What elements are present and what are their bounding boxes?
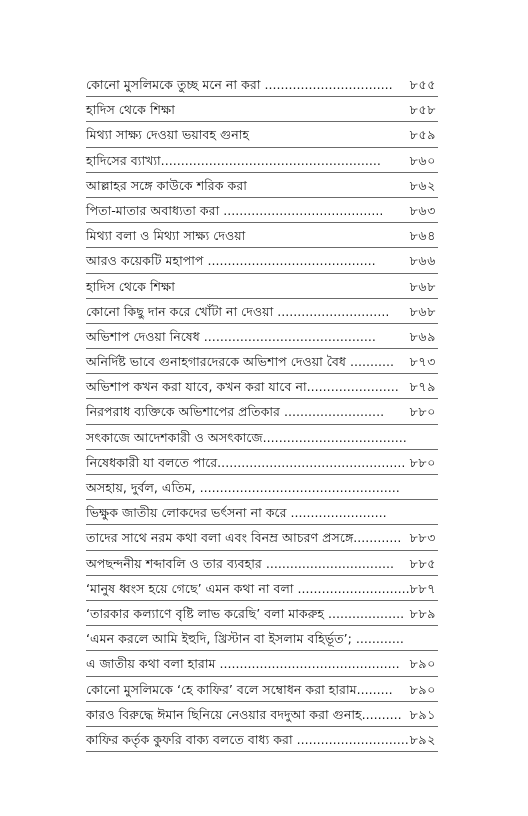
toc-row bbox=[86, 299, 438, 324]
toc-row bbox=[86, 248, 438, 273]
toc-entry-page: ৮৬৮ bbox=[409, 278, 436, 294]
toc-row bbox=[86, 475, 438, 500]
toc-entry-title: আরও কয়েকটি মহাপাপ .......................................... bbox=[86, 253, 376, 269]
toc-entry-title: ভিক্ষুক জাতীয় লোকদের ভর্ৎসনা না করে ........................ bbox=[86, 505, 387, 521]
toc-entry-title: ‘এমন করলে আমি ইহুদি, খ্রিস্টান বা ইসলাম বহির্ভূত’; ............ bbox=[86, 631, 404, 647]
toc-entry-title: তাদের সাথে নরম কথা বলা এবং বিনম্র আচরণ প্রসঙ্গে............ bbox=[86, 530, 402, 546]
toc-row bbox=[86, 576, 438, 601]
toc-entry-page: ৮৯২ bbox=[409, 731, 436, 747]
toc-entry-title: ‘মানুষ ধ্বংস হয়ে গেছে’ এমন কথা না বলা ............................ bbox=[86, 580, 410, 596]
toc-entry-title: অভিশাপ কখন করা যাবে, কখন করা যাবে না....................... bbox=[86, 379, 399, 395]
toc-entry-title: হাদিসের ব্যাখ্যা....................................................... bbox=[86, 152, 381, 168]
toc-row bbox=[86, 727, 438, 752]
toc-entry-title: পিতা-মাতার অবাধ্যতা করা ........................................ bbox=[86, 202, 384, 218]
toc-entry-page: ৮৯০ bbox=[409, 656, 436, 672]
toc-entry-page: ৮৫৯ bbox=[409, 127, 436, 143]
toc-entry-page: ৮৫৮ bbox=[409, 102, 436, 118]
toc-row bbox=[86, 702, 438, 727]
toc-entry-page: ৮৬২ bbox=[409, 177, 436, 193]
toc-entry-page: ৮৬৮ bbox=[409, 303, 436, 319]
toc-entry-page: ৮৭৯ bbox=[409, 379, 436, 395]
toc-row bbox=[86, 525, 438, 550]
toc-entry-page: ৮৯০ bbox=[409, 681, 436, 697]
toc-row bbox=[86, 677, 438, 702]
toc-row bbox=[86, 626, 438, 651]
toc-entry-page: ৮৮০ bbox=[409, 454, 436, 470]
toc-entry-title: হাদিস থেকে শিক্ষা bbox=[86, 102, 175, 118]
toc-entry-title: কাফির কর্তৃক কুফরি বাক্য বলতে বাধ্য করা ............................ bbox=[86, 731, 409, 747]
toc-entry-title: কারও বিরুদ্ধে ঈমান ছিনিয়ে নেওয়ার বদদুআ করা গুনাহ.......... bbox=[86, 706, 402, 722]
toc-row bbox=[86, 651, 438, 676]
toc-entry-page: ৮৮৫ bbox=[409, 555, 436, 571]
toc-row bbox=[86, 122, 438, 147]
toc-entry-title: অভিশাপ দেওয়া নিষেধ ........................................... bbox=[86, 328, 376, 344]
toc-entry-page: ৮৯১ bbox=[409, 706, 436, 722]
toc-row bbox=[86, 198, 438, 223]
toc-entry-title: নিরপরাধ ব্যক্তিকে অভিশাপের প্রতিকার ......................... bbox=[86, 404, 385, 420]
toc-entry-title: নিষেধকারী যা বলতে পারে............................................... bbox=[86, 454, 406, 470]
toc-entry-title: আল্লাহর সঙ্গে কাউকে শরিক করা bbox=[86, 177, 247, 193]
toc-row bbox=[86, 425, 438, 450]
toc-entry-title: হাদিস থেকে শিক্ষা bbox=[86, 278, 175, 294]
toc-row bbox=[86, 274, 438, 299]
toc-entry-page: ৮৭৩ bbox=[409, 354, 436, 370]
toc-entry-title: ‘তারকার কল্যাণে বৃষ্টি লাভ করেছি’ বলা মাকরুহ ................... bbox=[86, 605, 405, 621]
toc-entry-page: ৮৮৯ bbox=[409, 605, 436, 621]
toc-entry-title: অনির্দিষ্ট ভাবে গুনাহগারদেরকে অভিশাপ দেওয়া বৈধ ........... bbox=[86, 354, 394, 370]
toc-entry-title: কোনো মুসলিমকে তুচ্ছ মনে না করা ................................ bbox=[86, 77, 393, 92]
toc-entry-title: মিথ্যা বলা ও মিথ্যা সাক্ষ্য দেওয়া bbox=[86, 228, 246, 244]
toc-row bbox=[86, 72, 438, 97]
toc-row bbox=[86, 223, 438, 248]
toc-row bbox=[86, 324, 438, 349]
toc-entry-page: ৮৬০ bbox=[409, 152, 436, 168]
toc-entry-page: ৮৬৪ bbox=[409, 228, 436, 244]
toc-row bbox=[86, 374, 438, 399]
table-of-contents bbox=[86, 72, 438, 752]
toc-row bbox=[86, 173, 438, 198]
toc-entry-page: ৮৬৩ bbox=[409, 202, 436, 218]
toc-row bbox=[86, 399, 438, 424]
toc-entry-title: সৎকাজে আদেশকারী ও অসৎকাজে.................................... bbox=[86, 429, 407, 445]
toc-entry-title: এ জাতীয় কথা বলা হারাম ............................................. bbox=[86, 656, 400, 672]
toc-entry-page: ৮৮০ bbox=[409, 404, 436, 420]
toc-row bbox=[86, 450, 438, 475]
toc-entry-page: ৮৮৭ bbox=[409, 580, 436, 596]
toc-entry-title: অপছন্দনীয় শব্দাবলি ও তার ব্যবহার ................................ bbox=[86, 555, 394, 571]
toc-entry-title: কোনো কিছু দান করে খোঁটা না দেওয়া ............................ bbox=[86, 303, 390, 319]
toc-entry-page: ৮৬৬ bbox=[409, 253, 436, 269]
toc-row bbox=[86, 500, 438, 525]
toc-row bbox=[86, 601, 438, 626]
toc-entry-title: অসহায়, দুর্বল, এতিম, .................................................. bbox=[86, 480, 400, 495]
toc-row bbox=[86, 551, 438, 576]
toc-entry-page: ৮৬৯ bbox=[409, 328, 436, 344]
toc-row bbox=[86, 349, 438, 374]
toc-entry-page: ৮৮৩ bbox=[409, 530, 436, 546]
toc-entry-title: কোনো মুসলিমকে ‘হে কাফির’ বলে সম্বোধন করা হারাম......... bbox=[86, 681, 393, 697]
toc-entry-title: মিথ্যা সাক্ষ্য দেওয়া ভয়াবহ গুনাহ bbox=[86, 127, 249, 143]
toc-entry-page: ৮৫৫ bbox=[409, 77, 436, 92]
toc-row bbox=[86, 148, 438, 173]
toc-row bbox=[86, 97, 438, 122]
